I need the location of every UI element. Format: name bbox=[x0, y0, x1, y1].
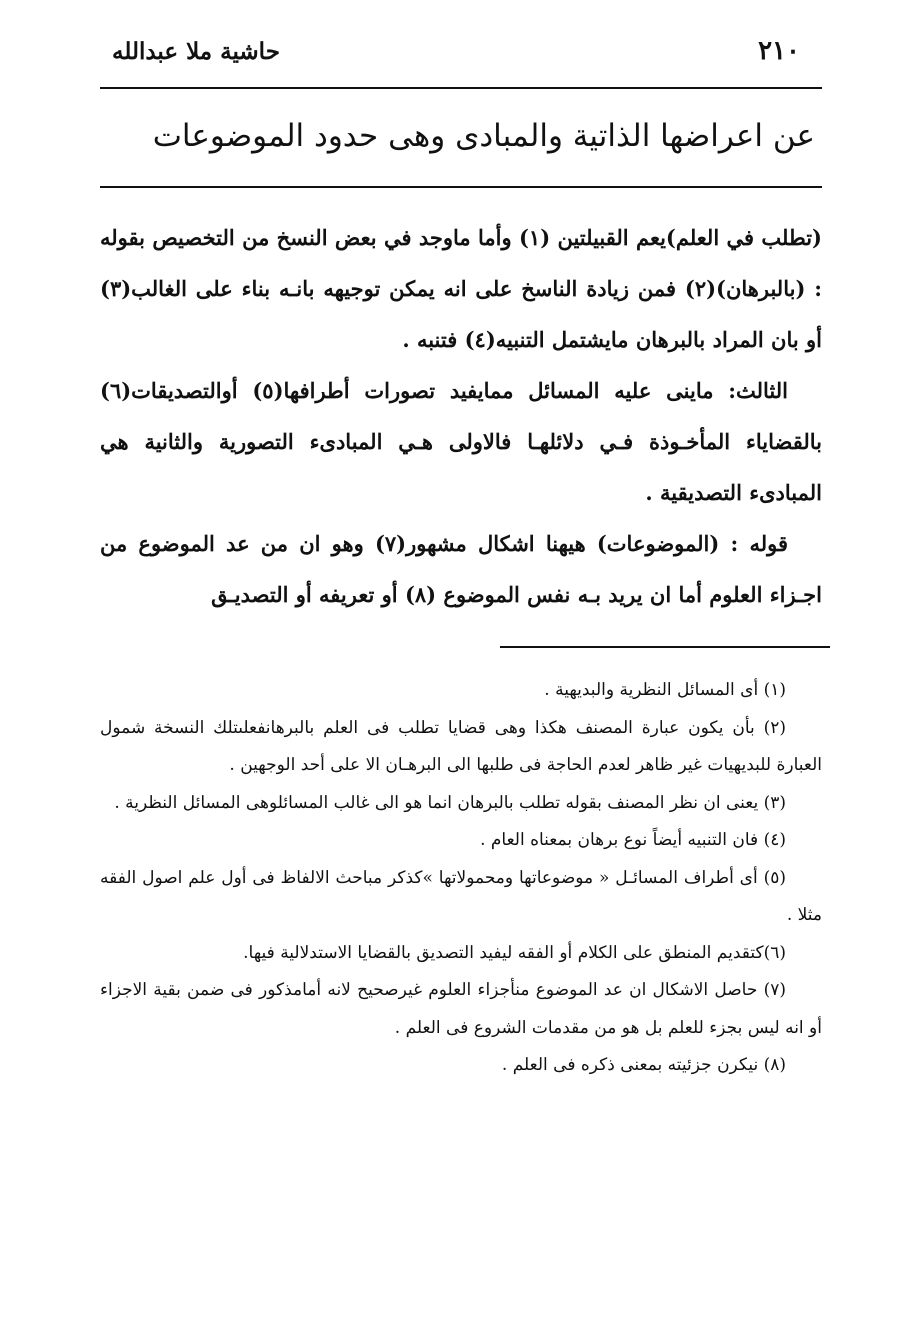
footnote-separator bbox=[500, 646, 830, 648]
footnote: (١) أى المسائل النظرية والبديهية . bbox=[544, 680, 786, 700]
footnote: (٢) بأن يكون عبارة المصنف هكذا وهى قضايا تطلب فى العلم بالبرهانفعلىتلك النسخة شمول العبارة للبديهيات غير ظاهر لعدم الحاجة فى طلبها الى البرهـان الا على أحد الوجهين . bbox=[100, 717, 822, 775]
footnote: (٧) حاصل الاشكال ان عد الموضوع منأجزاء العلوم غيرصحيح لانه أمامذكور فى ضمن بقية الاجزاء أو انه ليس بجزء للعلم بل هو من مقدمات الشروع فى العلم . bbox=[100, 980, 822, 1038]
title-rule bbox=[100, 186, 822, 188]
running-title: حاشية ملا عبدالله bbox=[112, 38, 280, 65]
footnote: (٥) أى أطراف المسائـل « موضوعاتها ومحمولاتها »كذكر مباحث الالفاظ فى أول علم اصول الفقه مثلا . bbox=[100, 867, 822, 925]
footnote: (٤) فان التنبيه أيضاً نوع برهان بمعناه العام . bbox=[480, 830, 786, 850]
chapter-title: عن اعراضها الذاتية والمبادى وهى حدود الموضوعات bbox=[152, 118, 815, 154]
body-paragraph: (تطلب في العلم)يعم القبيلتين (١) وأما ماوجد في بعض النسخ من التخصيص بقوله : (بالبرهان)(٢) فمن زيادة الناسخ على انه يمكن توجيهه بانـه بناء على الغالب(٣) أو بان المراد بالبرهان مايشتمل التنبيه(٤) فتنبه . bbox=[100, 225, 822, 352]
main-text bbox=[100, 212, 822, 620]
footnote: (٦)كتقديم المنطق على الكلام أو الفقه ليفيد التصديق بالقضايا الاستدلالية فيها. bbox=[243, 942, 786, 963]
footnotes bbox=[100, 672, 822, 1085]
page-number: ٢١٠ bbox=[758, 36, 800, 66]
page-header bbox=[100, 30, 820, 80]
footnote: (٣) يعنى ان نظر المصنف بقوله تطلب بالبرهان انما هو الى غالب المسائلوهى المسائل النظرية . bbox=[114, 792, 786, 813]
body-paragraph: قوله : (الموضوعات) هيهنا اشكال مشهور(٧) وهو ان من عد الموضوع من اجـزاء العلوم أما ان يريد بـه نفس الموضوع (٨) أو تعريفه أو التصديـق bbox=[100, 531, 822, 607]
header-rule bbox=[100, 87, 822, 89]
body-paragraph: الثالث: ماينى عليه المسائل ممايفيد تصورات أطرافها(٥) أوالتصديقات(٦) بالقضاياء المأخـوذة فـي دلائلهـا فالاولى هـي المبادىء التصورية والثانية هي المبادىء التصديقية . bbox=[100, 378, 822, 505]
footnote: (٨) نيكرن جزئيته بمعنى ذكره فى العلم . bbox=[501, 1055, 786, 1075]
